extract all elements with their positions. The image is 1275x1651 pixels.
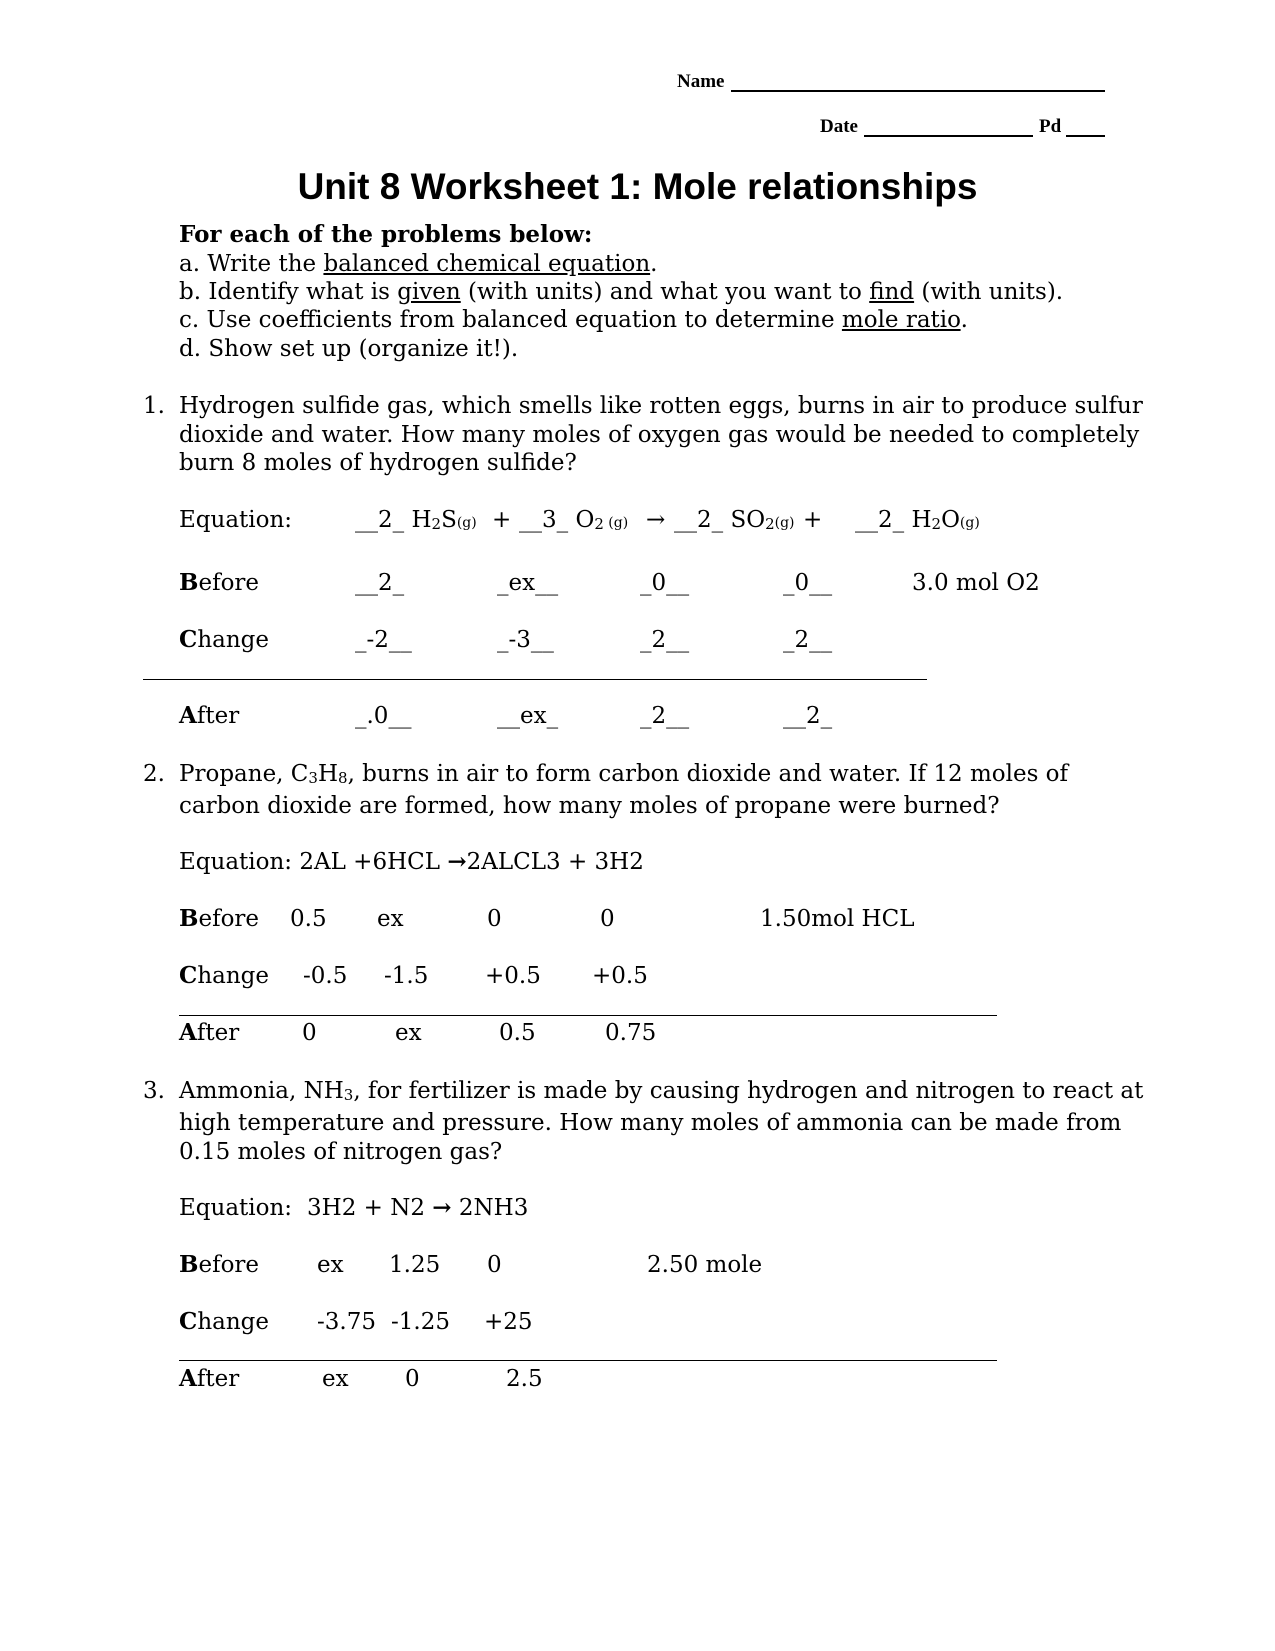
problem-2-change-1: -0.5 (303, 963, 348, 989)
problem-3-change-3: +25 (484, 1309, 533, 1335)
problem-2-divider (179, 1015, 997, 1016)
problem-1-line-2: dioxide and water. How many moles of oxygen gas would be needed to completely (179, 422, 1140, 448)
problem-2-before-label: Before (179, 905, 260, 932)
problem-3-divider (179, 1360, 997, 1361)
problem-2-after-4: 0.75 (605, 1020, 657, 1046)
problem-1-equation: __2_ H2S(g) (355, 507, 477, 533)
problem-3-equation-label: Equation: (179, 1195, 293, 1221)
problem-3-line-3: 0.15 moles of nitrogen gas? (179, 1139, 503, 1165)
problem-1-line-3: burn 8 moles of hydrogen sulfide? (179, 450, 577, 476)
problem-3-after-2: 0 (405, 1366, 420, 1392)
problem-3-after-3: 2.5 (506, 1366, 543, 1392)
name-label: Name (677, 71, 725, 92)
problem-3-change-2: -1.25 (391, 1309, 450, 1335)
problem-1-before-note: 3.0 mol O2 (912, 570, 1040, 596)
problem-2-after-label: After (179, 1019, 240, 1046)
problem-1-divider (143, 679, 927, 680)
problem-2-change-2: -1.5 (384, 963, 429, 989)
problem-3-before-1: ex (317, 1252, 344, 1278)
problem-3-before-note: 2.50 mole (647, 1252, 763, 1278)
problem-3-change-label: Change (179, 1308, 269, 1335)
problem-1-plus-2: + (803, 507, 823, 533)
instruction-b: b. Identify what is given (with units) and what you want to find (with units). (179, 279, 1064, 305)
problem-3-after-1: ex (322, 1366, 349, 1392)
problem-1-before-4: _0__ (783, 570, 833, 596)
problem-2-after-2: ex (395, 1020, 422, 1046)
problem-1-change-2: _-3__ (497, 627, 554, 653)
problem-3-before-2: 1.25 (389, 1252, 441, 1278)
problem-1-equation-label: Equation: (179, 507, 293, 533)
pd-field[interactable] (1066, 135, 1105, 137)
problem-1-before-3: _0__ (640, 570, 690, 596)
problem-2-before-3: 0 (487, 906, 502, 932)
problem-2-equation: Equation: 2AL +6HCL →2ALCL3 + 3H2 (179, 848, 644, 875)
problem-3-change-1: -3.75 (317, 1309, 376, 1335)
instruction-d: d. Show set up (organize it!). (179, 336, 519, 362)
instruction-a: a. Write the balanced chemical equation. (179, 251, 658, 277)
problem-1-after-2: __ex_ (497, 703, 559, 729)
problem-2-change-label: Change (179, 962, 269, 989)
problem-2-before-note: 1.50mol HCL (760, 906, 915, 932)
problem-1-water: __2_ H2O(g) (855, 507, 980, 533)
problem-1-so2: __2_ SO2(g) (674, 507, 795, 533)
problem-3-equation: 3H2 + N2 → 2NH3 (307, 1194, 529, 1221)
problem-1-before-2: _ex__ (497, 570, 559, 596)
problem-2-change-3: +0.5 (485, 963, 541, 989)
instruction-c: c. Use coefficients from balanced equation to determine mole ratio. (179, 307, 968, 333)
problem-2-line-2: carbon dioxide are formed, how many moles of propane were burned? (179, 793, 1000, 819)
problem-2-number: 2. (143, 761, 165, 787)
problem-1-before-label: Before (179, 569, 260, 596)
problem-1-after-4: __2_ (783, 703, 833, 729)
problem-2-change-4: +0.5 (592, 963, 648, 989)
problem-2-before-4: 0 (600, 906, 615, 932)
problem-2-after-1: 0 (302, 1020, 317, 1046)
problem-1-change-3: _2__ (640, 627, 690, 653)
problem-1-plus-1: + (492, 507, 512, 533)
date-field[interactable] (864, 135, 1033, 137)
problem-2-after-3: 0.5 (499, 1020, 536, 1046)
problem-1-arrow: → (646, 507, 666, 533)
problem-1-change-4: _2__ (783, 627, 833, 653)
instructions-lead: For each of the problems below: (179, 221, 593, 248)
problem-1-change-1: _-2__ (355, 627, 412, 653)
pd-label: Pd (1039, 116, 1062, 137)
problem-1-after-3: _2__ (640, 703, 690, 729)
page-title: Unit 8 Worksheet 1: Mole relationships (297, 166, 978, 207)
problem-3-after-label: After (179, 1365, 240, 1392)
problem-1-change-label: Change (179, 626, 269, 653)
problem-2-before-1: 0.5 (290, 906, 327, 932)
problem-1-number: 1. (143, 393, 165, 419)
problem-2-before-2: ex (377, 906, 404, 932)
date-label: Date (820, 116, 858, 137)
problem-3-line-2: high temperature and pressure. How many moles of ammonia can be made from (179, 1110, 1122, 1136)
problem-1-line-1: Hydrogen sulfide gas, which smells like rotten eggs, burns in air to produce sulfur (179, 393, 1143, 419)
problem-3-line-1: Ammonia, NH3, for fertilizer is made by causing hydrogen and nitrogen to react at (179, 1078, 1144, 1104)
problem-3-before-3: 0 (487, 1252, 502, 1278)
problem-1-after-label: After (179, 702, 240, 729)
problem-1-before-1: __2_ (355, 570, 405, 596)
problem-2-line-1: Propane, C3H8, burns in air to form carbon dioxide and water. If 12 moles of (179, 761, 1069, 787)
problem-3-before-label: Before (179, 1251, 260, 1278)
problem-1-oxygen: __3_ O2 (g) (519, 507, 629, 533)
name-field[interactable] (731, 90, 1105, 92)
problem-1-after-1: _.0__ (355, 703, 412, 729)
problem-3-number: 3. (143, 1078, 165, 1104)
